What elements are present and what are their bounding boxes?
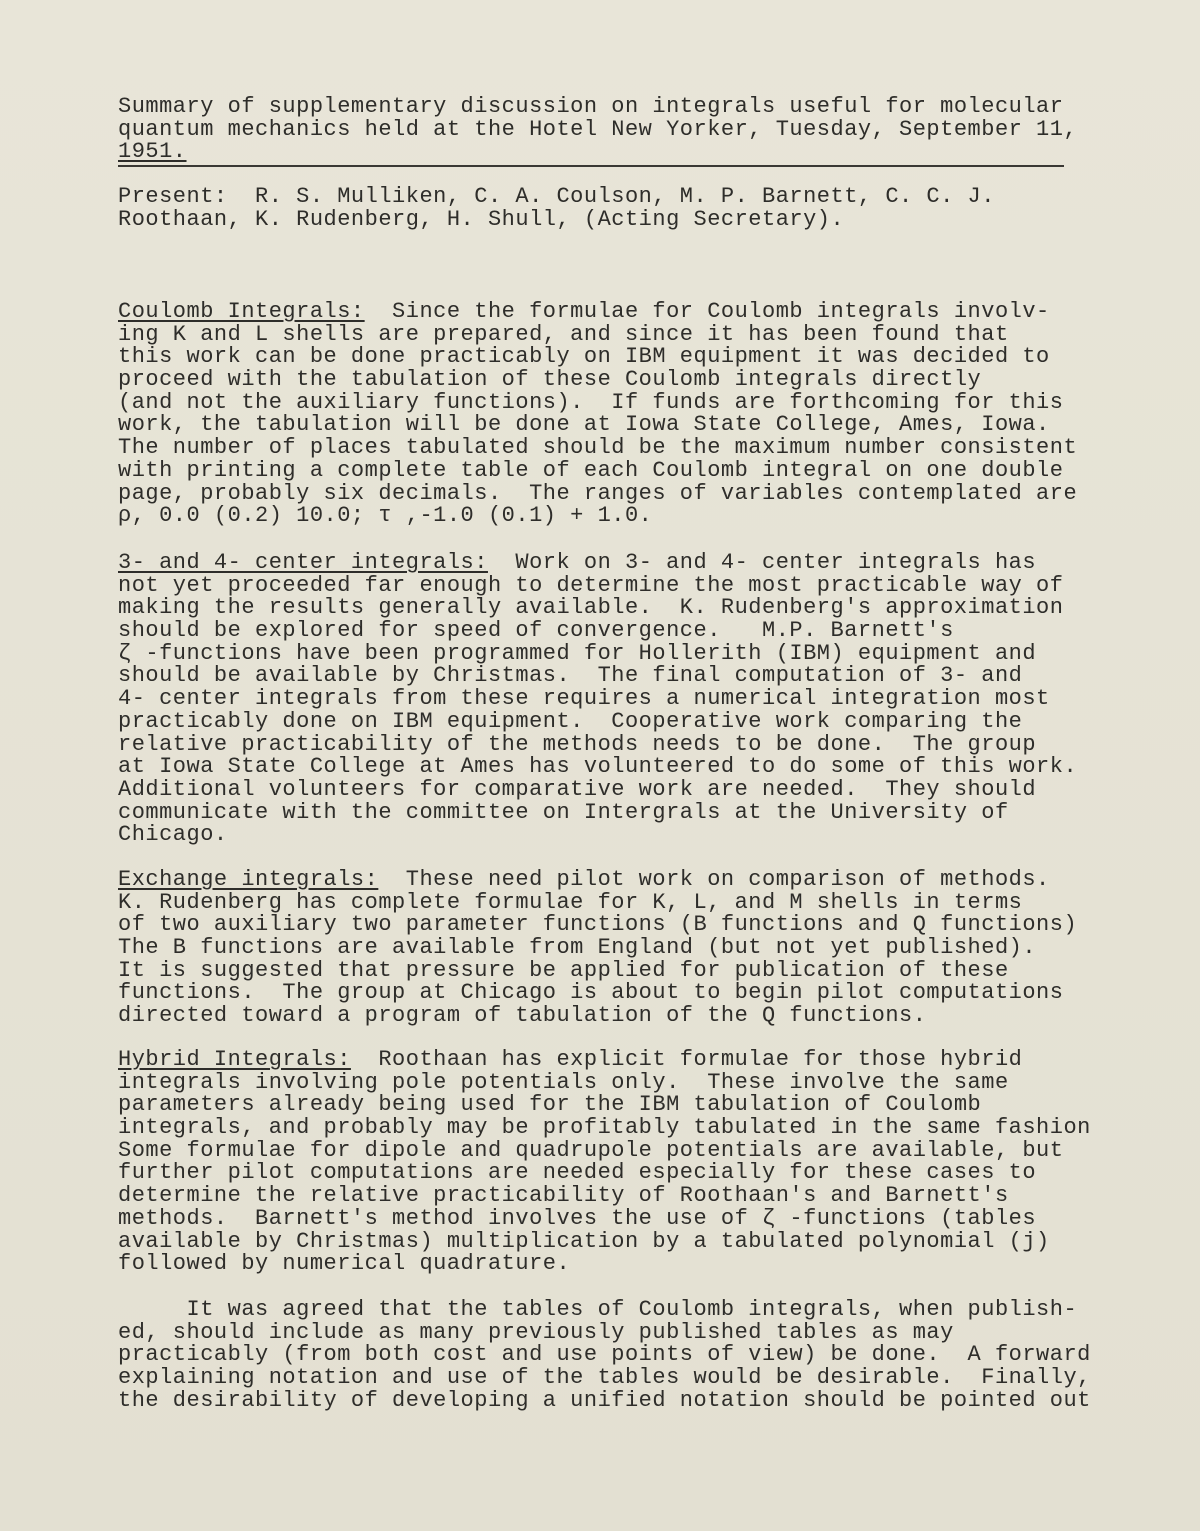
section-line: this work can be done practicably on IBM equipment it was decided to	[118, 344, 1050, 370]
section-line: further pilot computations are needed especially for these cases to	[118, 1160, 1037, 1186]
section-line: practicably done on IBM equipment. Cooperative work comparing the	[118, 708, 1023, 734]
section-line: integrals involving pole potentials only. These involve the same	[118, 1069, 1009, 1095]
section-first-line	[118, 552, 1077, 575]
section-line: proceed with the tabulation of these Coulomb integrals directly	[118, 367, 982, 393]
section-line: work, the tabulation will be done at Iowa State College, Ames, Iowa.	[118, 412, 1050, 438]
closing-line: practicably (from both cost and use points of view) be done. A forward	[118, 1342, 1091, 1368]
section-heading: 3- and 4- center integrals:	[118, 550, 488, 575]
closing-line: explaining notation and use of the tables would be desirable. Finally,	[118, 1365, 1091, 1391]
section-hybrid-integrals	[118, 1049, 1091, 1276]
closing-paragraph	[118, 1299, 1091, 1412]
section-line: 4- center integrals from these requires a numerical integration most	[118, 686, 1050, 712]
section-heading: Hybrid Integrals:	[118, 1047, 351, 1072]
section-line: The B functions are available from England (but not yet published).	[118, 935, 1037, 961]
section-3-4-center-integrals	[118, 552, 1077, 847]
section-line: followed by numerical quadrature.	[118, 1251, 571, 1277]
title-underline	[118, 165, 1064, 167]
section-heading: Coulomb Integrals:	[118, 299, 365, 324]
section-first-line	[118, 301, 1077, 324]
section-line: ρ, 0.0 (0.2) 10.0; τ ,-1.0 (0.1) + 1.0.	[118, 503, 653, 529]
section-line: not yet proceeded far enough to determine the most practicable way of	[118, 572, 1064, 598]
section-text: These need pilot work on comparison of methods.	[378, 867, 1050, 892]
title-line: quantum mechanics held at the Hotel New Yorker, Tuesday, September 11,	[118, 116, 1078, 142]
section-line: ing K and L shells are prepared, and since it has been found that	[118, 321, 1009, 347]
section-line: of two auxiliary two parameter functions (B functions and Q functions)	[118, 912, 1078, 938]
section-line: functions. The group at Chicago is about to begin pilot computations	[118, 980, 1064, 1006]
section-line: at Iowa State College at Ames has volunteered to do some of this work.	[118, 754, 1078, 780]
attendees	[118, 186, 995, 231]
attendees-line: Roothaan, K. Rudenberg, H. Shull, (Acting Secretary).	[118, 206, 845, 232]
closing-line: ed, should include as many previously published tables as may	[118, 1319, 954, 1345]
title-line: 1951.	[118, 139, 187, 165]
section-line: (and not the auxiliary functions). If funds are forthcoming for this	[118, 389, 1064, 415]
section-line: should be available by Christmas. The final computation of 3- and	[118, 663, 1023, 689]
section-coulomb-integrals	[118, 301, 1077, 528]
section-line: directed toward a program of tabulation of the Q functions.	[118, 1003, 927, 1029]
section-exchange-integrals	[118, 869, 1077, 1028]
section-line: with printing a complete table of each Coulomb integral on one double	[118, 457, 1064, 483]
section-text: Work on 3- and 4- center integrals has	[487, 550, 1037, 575]
section-line: relative practicability of the methods needs to be done. The group	[118, 731, 1037, 757]
section-line: should be explored for speed of convergence. M.P. Barnett's	[118, 618, 954, 644]
document-title	[118, 96, 1077, 164]
section-first-line	[118, 1049, 1091, 1072]
section-line: communicate with the committee on Intergrals at the University of	[118, 799, 1009, 825]
closing-line: the desirability of developing a unified notation should be pointed out	[118, 1387, 1091, 1413]
section-line: K. Rudenberg has complete formulae for K, L, and M shells in terms	[118, 889, 1023, 915]
section-line: integrals, and probably may be profitably tabulated in the same fashion	[118, 1115, 1091, 1141]
section-line: determine the relative practicability of Roothaan's and Barnett's	[118, 1183, 1009, 1209]
section-first-line	[118, 869, 1077, 892]
closing-line: It was agreed that the tables of Coulomb integrals, when publish-	[118, 1297, 1078, 1322]
section-line: ζ -functions have been programmed for Hollerith (IBM) equipment and	[118, 640, 1037, 666]
section-text: Since the formulae for Coulomb integrals involv-	[364, 299, 1050, 324]
section-line: page, probably six decimals. The ranges of variables contemplated are	[118, 480, 1078, 506]
section-line: parameters already being used for the IBM tabulation of Coulomb	[118, 1092, 982, 1118]
section-line: available by Christmas) multiplication by a tabulated polynomial (j)	[118, 1228, 1050, 1254]
title-line: Summary of supplementary discussion on integrals useful for molecular	[118, 94, 1064, 119]
section-line: Chicago.	[118, 822, 228, 848]
attendees-line: Present: R. S. Mulliken, C. A. Coulson, M. P. Barnett, C. C. J.	[118, 184, 995, 209]
section-text: Roothaan has explicit formulae for those hybrid	[350, 1047, 1023, 1072]
section-heading: Exchange integrals:	[118, 867, 379, 892]
section-line: It is suggested that pressure be applied for publication of these	[118, 957, 1009, 983]
section-line: Additional volunteers for comparative work are needed. They should	[118, 776, 1037, 802]
section-line: methods. Barnett's method involves the use of ζ -functions (tables	[118, 1205, 1037, 1231]
section-line: making the results generally available. K. Rudenberg's approximation	[118, 595, 1064, 621]
section-line: The number of places tabulated should be the maximum number consistent	[118, 435, 1078, 461]
section-line: Some formulae for dipole and quadrupole potentials are available, but	[118, 1137, 1064, 1163]
